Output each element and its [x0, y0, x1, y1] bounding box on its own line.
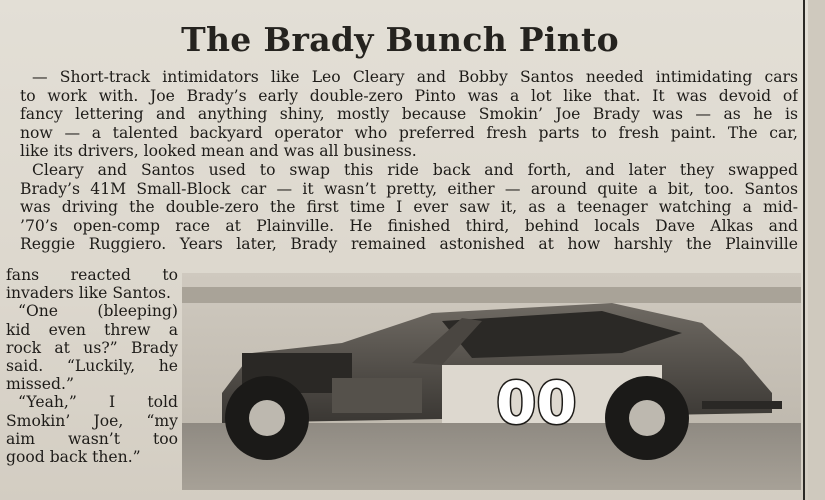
- body-line: Cleary and Santos used to swap this ride back and forth, and later they swapped: [32, 160, 798, 179]
- body-line: — Short-track intimidators like Leo Cleary and Bobby Santos needed intimidating cars: [32, 68, 798, 86]
- article-body: [20, 68, 798, 254]
- wrap-line: Smokin’ Joe, “my: [6, 411, 178, 430]
- column-rule: [803, 0, 805, 500]
- adjacent-column-edge: [808, 0, 825, 500]
- wrap-line: kid even threw a: [6, 320, 178, 339]
- wrap-line: rock at us?” Brady: [6, 338, 178, 357]
- wrap-line: invaders like Santos.: [6, 284, 172, 303]
- body-line: Brady’s 41M Small-Block car — it wasn’t pretty, either — around quite a bit, too. Santos: [20, 179, 798, 198]
- body-line: now — a talented backyard operator who preferred fresh parts to fresh paint. The car,: [20, 123, 798, 142]
- rear-wheel-rim: [629, 400, 665, 436]
- race-car-photo: [182, 273, 801, 490]
- wrap-line: good back then.”: [6, 448, 141, 467]
- article-headline: The Brady Bunch Pinto: [181, 20, 619, 59]
- body-line: Reggie Ruggiero. Years later, Brady remained astonished at how harshly the Plainville: [20, 235, 798, 254]
- body-line: fancy lettering and anything shiny, mostly because Smokin’ Joe Brady was — as he is: [20, 105, 798, 124]
- race-car-illustration: [182, 273, 801, 490]
- body-line: like its drivers, looked mean and was all business.: [20, 142, 417, 161]
- body-line: ’70’s open-comp race at Plainville. He finished third, behind locals Dave Alkas and: [20, 216, 798, 235]
- wrap-line: missed.”: [6, 375, 74, 394]
- rear-bumper: [702, 401, 782, 409]
- wrap-around-text: [6, 266, 178, 466]
- body-line: was driving the double-zero the first time I ever saw it, as a teenager watching a mid-: [20, 198, 798, 217]
- car-number: 00: [496, 369, 577, 437]
- wrap-line: “Yeah,” I told: [18, 393, 178, 412]
- wrap-line: “One (bleeping): [18, 302, 178, 321]
- wrap-line: said. “Luckily, he: [6, 357, 178, 376]
- exhaust-headers: [332, 378, 422, 413]
- front-wheel-rim: [249, 400, 285, 436]
- wrap-line: fans reacted to: [6, 266, 178, 284]
- wrap-line: aim wasn’t too: [6, 429, 178, 448]
- grandstand-band: [182, 287, 801, 303]
- body-line: to work with. Joe Brady’s early double-zero Pinto was a lot like that. It was devoid of: [20, 86, 798, 105]
